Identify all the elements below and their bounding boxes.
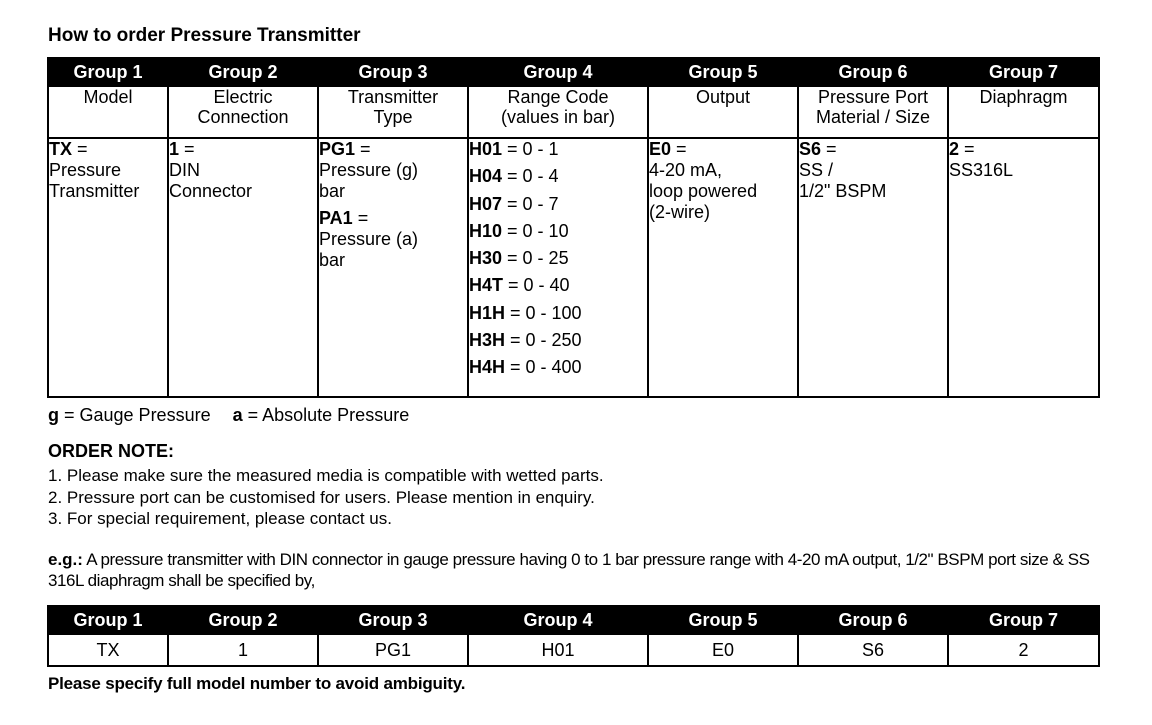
example-value: TX — [48, 634, 168, 666]
order-note-item: 1. Please make sure the measured media is compatible with wetted parts. — [48, 466, 604, 485]
option-text: SS / — [799, 160, 834, 180]
example-header-row — [48, 606, 1099, 634]
range-option: H30 = 0 - 25 — [469, 248, 569, 269]
group-header: Group 7 — [948, 58, 1099, 86]
option-text: Pressure — [49, 160, 122, 180]
desc-line: Diaphragm — [979, 87, 1068, 107]
option-code: H3H — [469, 330, 506, 351]
range-option: H01 = 0 - 1 — [469, 139, 559, 159]
legend-text-a: = Absolute Pressure — [242, 405, 410, 425]
equals-sign: = — [671, 139, 687, 159]
group-header: Group 2 — [168, 606, 318, 634]
option-text: Connector — [169, 181, 253, 201]
desc-electric-connection — [168, 86, 318, 138]
order-note-item: 3. For special requirement, please contact us. — [48, 509, 392, 528]
group-header: Group 2 — [168, 58, 318, 86]
range-value: 0 - 1 — [522, 139, 559, 159]
example-value: S6 — [798, 634, 948, 666]
range-option: H04 = 0 - 4 — [469, 166, 559, 187]
group-header: Group 1 — [48, 58, 168, 86]
option-code: PG1 — [319, 139, 356, 159]
group-header: Group 7 — [948, 606, 1099, 634]
order-note-list — [48, 465, 604, 530]
desc-line: Model — [83, 87, 133, 107]
option-code: H4T — [469, 275, 504, 296]
option-text: 4-20 mA, — [649, 160, 723, 180]
option-entry — [319, 139, 467, 202]
range-option: H4H = 0 - 400 — [469, 357, 582, 378]
options-output — [648, 138, 798, 397]
option-entry — [49, 139, 167, 202]
option-entry — [169, 139, 317, 202]
page-title: How to order Pressure Transmitter — [48, 25, 361, 46]
equals-sign: = — [72, 139, 88, 159]
pressure-legend — [48, 405, 409, 425]
option-code: E0 — [649, 139, 672, 159]
example-value-row — [48, 634, 1099, 666]
desc-line: Electric — [213, 87, 273, 107]
option-code: H04 — [469, 166, 503, 187]
example-value: 2 — [948, 634, 1099, 666]
desc-line: Connection — [197, 107, 289, 127]
desc-line: Range Code — [507, 87, 609, 107]
desc-line: Material / Size — [815, 107, 931, 127]
group-header: Group 5 — [648, 606, 798, 634]
option-code: H07 — [469, 193, 503, 214]
option-code: H30 — [469, 248, 503, 269]
range-value: 0 - 25 — [522, 248, 569, 269]
range-value: 0 - 4 — [522, 166, 559, 187]
example-value: H01 — [468, 634, 648, 666]
option-entry — [649, 139, 797, 223]
example-paragraph — [48, 549, 1108, 591]
example-code-table — [47, 605, 1100, 667]
equals-sign: = — [821, 139, 837, 159]
group-description-row — [48, 86, 1099, 138]
range-option: H07 = 0 - 7 — [469, 193, 559, 214]
ordering-code-table — [47, 57, 1100, 398]
group-header-row — [48, 58, 1099, 86]
options-model — [48, 138, 168, 397]
option-text: SS316L — [949, 160, 1014, 180]
option-text: Transmitter — [49, 181, 140, 201]
desc-model — [48, 86, 168, 138]
range-option: H10 = 0 - 10 — [469, 220, 569, 241]
option-code: H4H — [469, 357, 506, 378]
example-text: A pressure transmitter with DIN connector in gauge pressure having 0 to 1 bar pressure range with 4-20 mA output, 1/2" BSPM port size & SS 316L diaphragm shall be specified by, — [48, 550, 1090, 590]
option-text: 1/2" BSPM — [799, 181, 887, 201]
option-code: PA1 — [319, 208, 353, 228]
range-value: 0 - 10 — [522, 220, 569, 241]
order-note-heading: ORDER NOTE: — [48, 441, 174, 461]
desc-output — [648, 86, 798, 138]
option-entry — [949, 139, 1098, 181]
options-transmitter-type — [318, 138, 468, 397]
example-value: 1 — [168, 634, 318, 666]
group-header: Group 6 — [798, 606, 948, 634]
option-row — [48, 138, 1099, 397]
equals-sign: = — [179, 139, 195, 159]
desc-pressure-port — [798, 86, 948, 138]
footer-note: Please specify full model number to avoid ambiguity. — [48, 674, 466, 693]
group-header: Group 6 — [798, 58, 948, 86]
group-header: Group 4 — [468, 58, 648, 86]
desc-diaphragm — [948, 86, 1099, 138]
group-header: Group 3 — [318, 606, 468, 634]
option-text: bar — [319, 181, 346, 201]
option-text: loop powered — [649, 181, 758, 201]
option-code: H10 — [469, 220, 503, 241]
range-option: H3H = 0 - 250 — [469, 330, 582, 351]
option-text: Pressure (a) — [319, 229, 419, 249]
options-pressure-port — [798, 138, 948, 397]
desc-line: Output — [695, 87, 751, 107]
option-text: (2-wire) — [649, 202, 710, 222]
option-text: bar — [319, 250, 346, 270]
legend-text-g: = Gauge Pressure — [59, 405, 211, 425]
legend-code-g: g — [48, 405, 59, 425]
desc-line: Transmitter — [347, 87, 439, 107]
range-option: H4T = 0 - 40 — [469, 275, 570, 296]
option-code: TX — [49, 139, 73, 159]
order-note-item: 2. Pressure port can be customised for users. Please mention in enquiry. — [48, 487, 595, 507]
group-header: Group 5 — [648, 58, 798, 86]
option-code: H1H — [469, 302, 506, 323]
legend-code-a: a — [232, 405, 243, 425]
option-entry — [799, 139, 947, 202]
equals-sign: = — [355, 139, 371, 159]
example-value: PG1 — [318, 634, 468, 666]
range-value: 0 - 400 — [525, 357, 582, 378]
options-range-code — [468, 138, 648, 397]
range-value: 0 - 100 — [525, 302, 582, 323]
range-value: 0 - 7 — [522, 193, 559, 214]
option-text: DIN — [169, 160, 200, 180]
option-code: 2 — [949, 139, 960, 159]
options-diaphragm — [948, 138, 1099, 397]
group-header: Group 3 — [318, 58, 468, 86]
desc-transmitter-type — [318, 86, 468, 138]
option-entry — [319, 208, 467, 271]
desc-line: (values in bar) — [500, 107, 616, 127]
example-label: e.g.: — [48, 550, 83, 569]
option-code: 1 — [169, 139, 180, 159]
equals-sign: = — [959, 139, 975, 159]
range-value: 0 - 40 — [523, 275, 570, 296]
desc-line: Pressure Port — [817, 87, 929, 107]
desc-line: Type — [373, 107, 413, 127]
range-option: H1H = 0 - 100 — [469, 302, 582, 323]
group-header: Group 4 — [468, 606, 648, 634]
option-text: Pressure (g) — [319, 160, 419, 180]
option-code: S6 — [799, 139, 822, 159]
group-header: Group 1 — [48, 606, 168, 634]
example-value: E0 — [648, 634, 798, 666]
options-electric-connection — [168, 138, 318, 397]
range-value: 0 - 250 — [525, 330, 582, 351]
option-code: H01 — [469, 139, 503, 159]
equals-sign: = — [352, 208, 369, 228]
desc-range-code — [468, 86, 648, 138]
